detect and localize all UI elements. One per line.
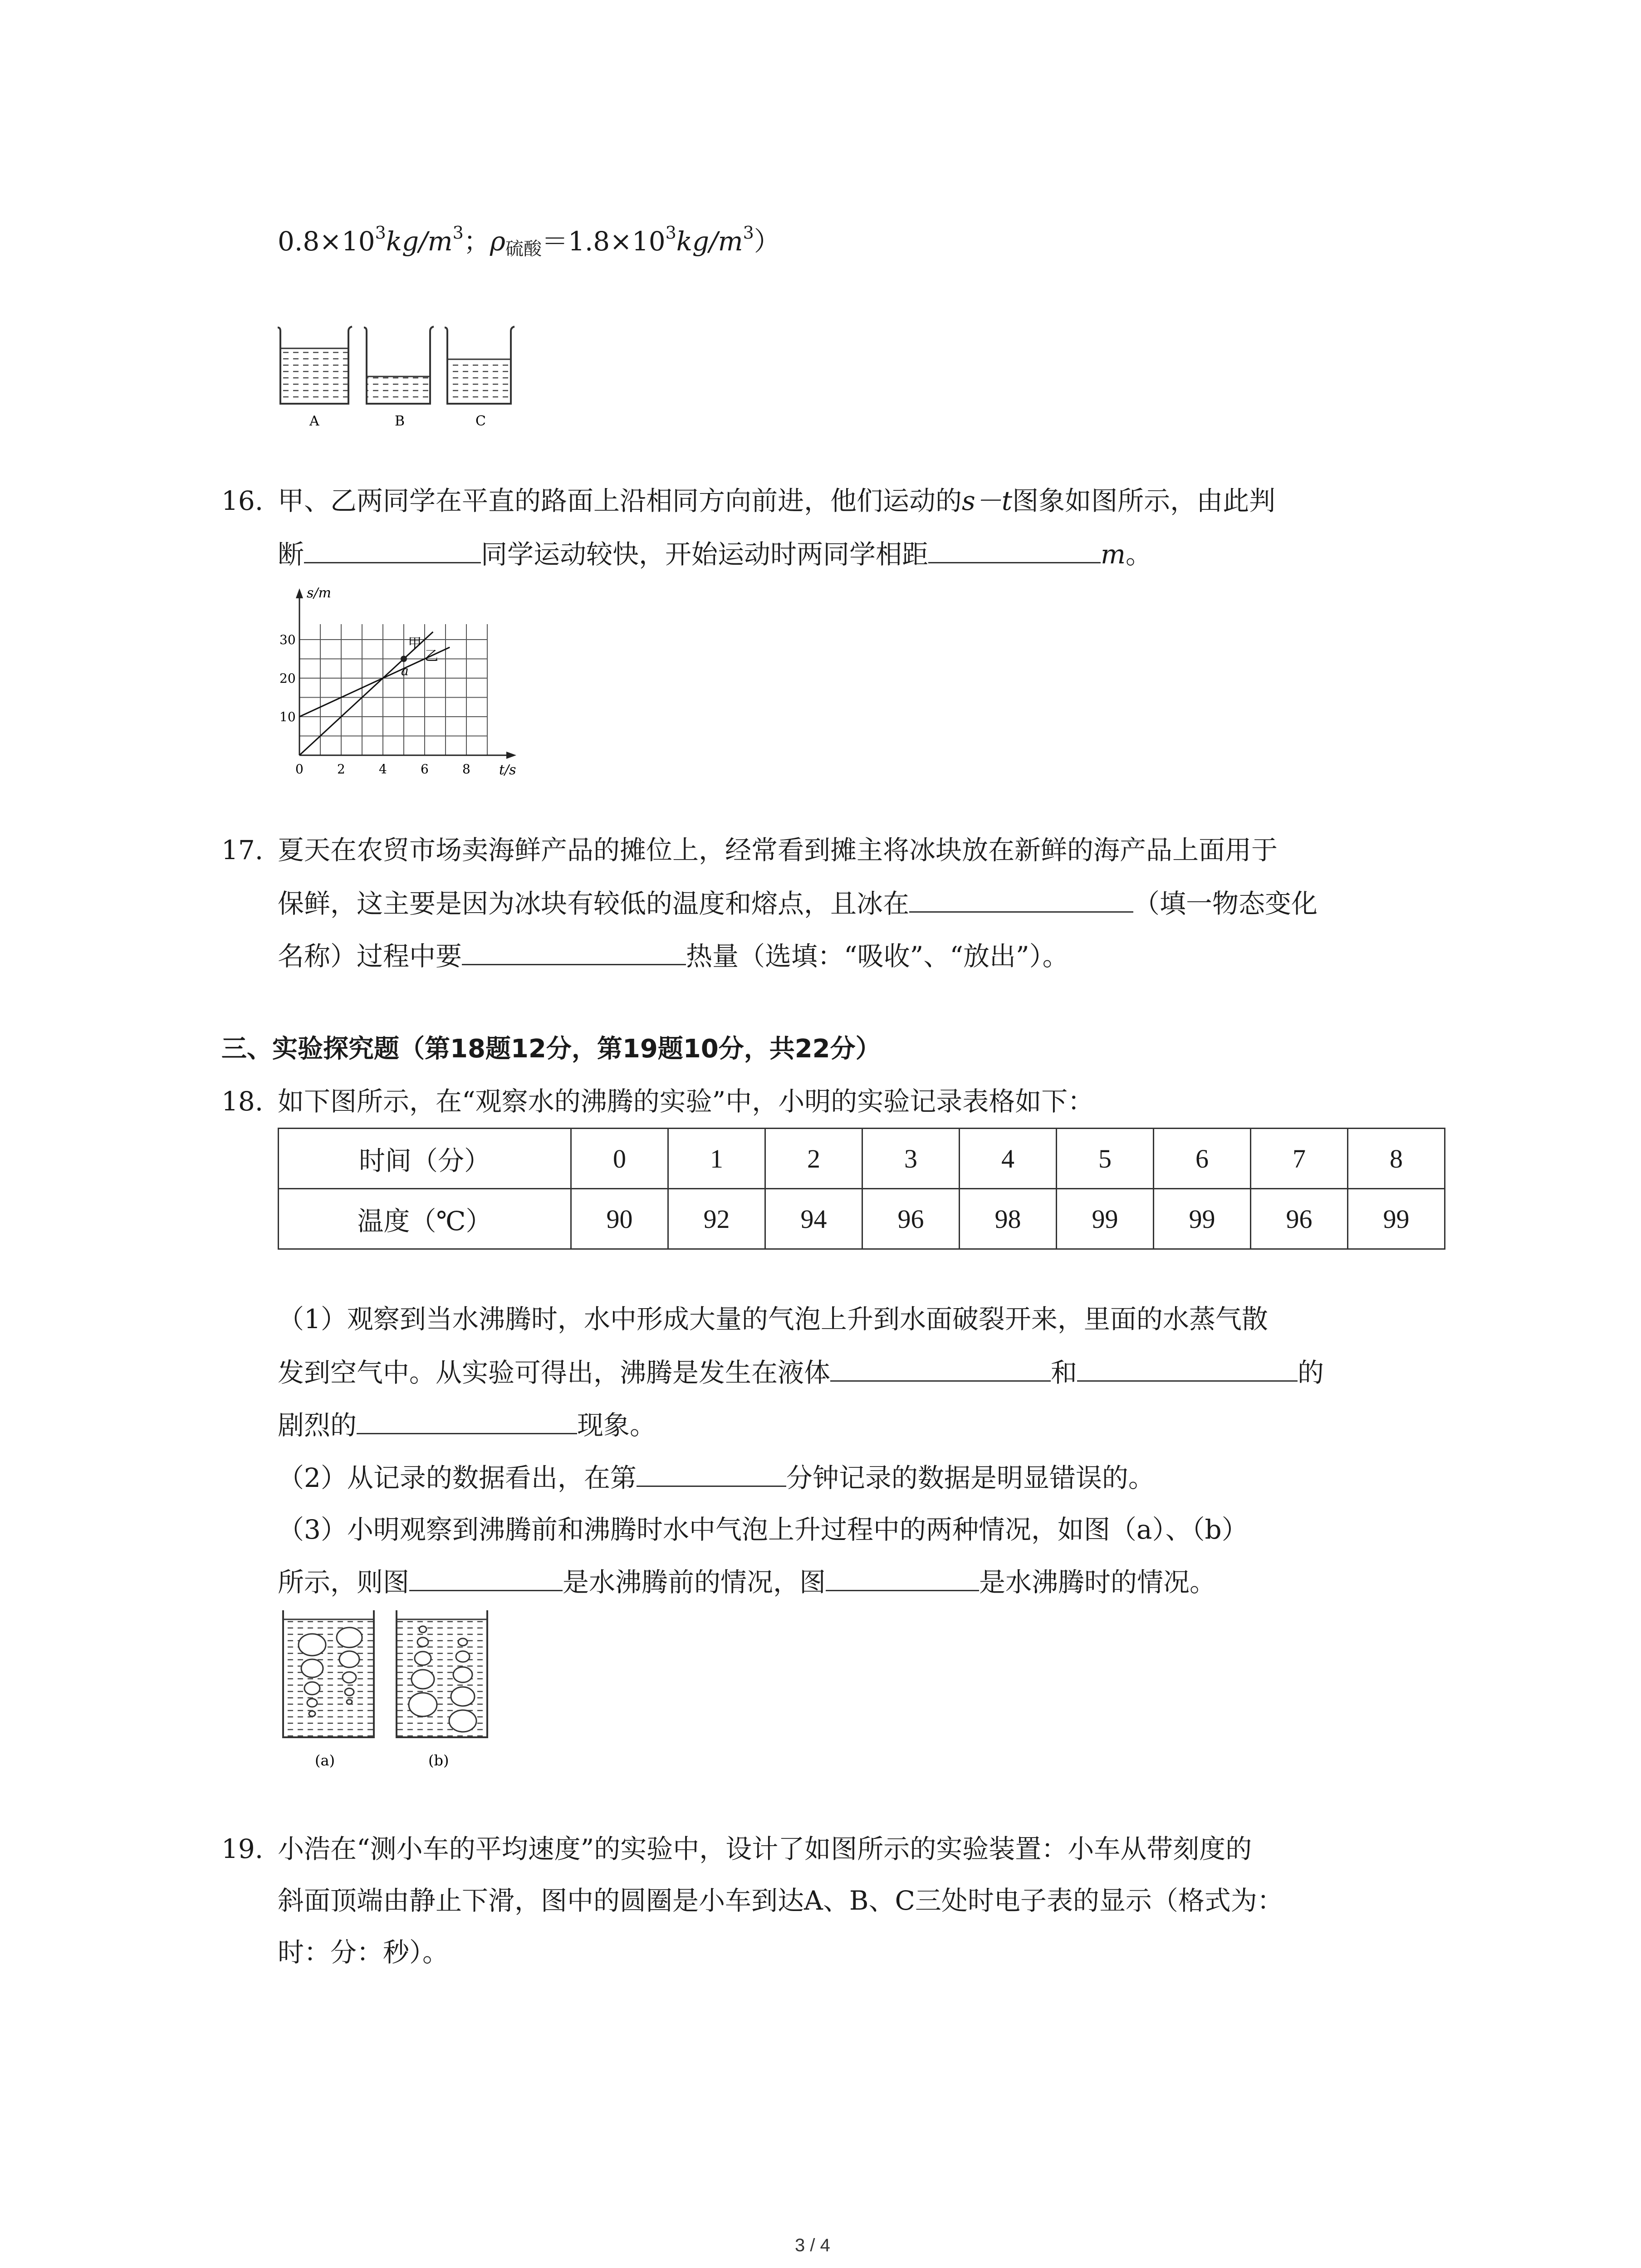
table-cell: 5 — [1057, 1129, 1154, 1189]
beaker-b — [364, 327, 434, 404]
q16-text: 图象如图所示，由此判 — [1012, 485, 1276, 516]
q18-answer-blank-5[interactable] — [409, 1566, 563, 1591]
q15-text: 0.8×10 — [278, 226, 375, 257]
st-x-tick-label: 0 — [295, 762, 304, 776]
q15-exp: 3 — [743, 223, 754, 243]
q15-exp: 3 — [665, 223, 676, 243]
q15-close: ） — [754, 226, 780, 257]
q19-line1: 小浩在“测小车的平均速度”的实验中，设计了如图所示的实验装置：小车从带刻度的 — [278, 1833, 1252, 1864]
q16-text: 同学运动较快，开始运动时两同学相距 — [481, 539, 929, 570]
q18-data-table — [278, 1128, 1445, 1250]
q16-unit: m — [1101, 539, 1126, 570]
table-cell: 2 — [765, 1129, 862, 1189]
q18-answer-blank-6[interactable] — [826, 1566, 979, 1591]
q17-text: 名称）过程中要 — [278, 941, 462, 972]
q16-text: 。 — [1126, 539, 1152, 570]
q17-text: （填一物态变化 — [1133, 888, 1318, 919]
q18-part3-line1: （3）小明观察到沸腾前和沸腾时水中气泡上升过程中的两种情况，如图（a）、（b） — [278, 1514, 1248, 1545]
table-header-temp: 温度（℃） — [279, 1189, 571, 1249]
table-row — [279, 1129, 1445, 1189]
table-cell: 92 — [668, 1189, 765, 1249]
q15-exp: 3 — [452, 223, 464, 243]
st-x-tick-label: 4 — [379, 762, 387, 776]
bubbles-fig-a — [283, 1610, 374, 1737]
q18-text: 分钟记录的数据是明显错误的。 — [786, 1462, 1155, 1493]
bubbles-fig-b — [397, 1610, 487, 1737]
q18-text: 现象。 — [577, 1410, 656, 1441]
st-y-arrow — [296, 588, 303, 598]
q17-line1: 夏天在农贸市场卖海鲜产品的摊位上，经常看到摊主将冰块放在新鲜的海产品上面用于 — [278, 835, 1278, 865]
q18-part1-line3 — [278, 1409, 656, 1442]
q17-text: 热量（选填：“吸收”、“放出”）。 — [686, 941, 1069, 972]
q15-exp: 3 — [375, 223, 386, 243]
q15-sep: ； — [463, 226, 490, 257]
st-x-arrow — [506, 752, 516, 759]
q18-answer-blank-1[interactable] — [830, 1357, 1051, 1382]
st-label-a: a — [401, 663, 409, 679]
st-y-tick-label: 20 — [279, 671, 296, 686]
q18-text: 剧烈的 — [278, 1410, 357, 1441]
q18-text: 所示，则图 — [278, 1567, 410, 1598]
table-cell: 99 — [1348, 1189, 1445, 1249]
table-cell: 7 — [1251, 1129, 1348, 1189]
table-cell: 8 — [1348, 1129, 1445, 1189]
q18-intro: 如下图所示，在“观察水的沸腾的实验”中，小明的实验记录表格如下： — [278, 1086, 1094, 1117]
table-cell: 96 — [862, 1189, 960, 1249]
q18-answer-blank-3[interactable] — [357, 1409, 577, 1434]
q17-text: 保鲜，这主要是因为冰块有较低的温度和熔点，且冰在 — [278, 888, 910, 919]
table-cell: 1 — [668, 1129, 765, 1189]
q18-part3-line2 — [278, 1566, 1216, 1599]
q18-part2 — [278, 1461, 1155, 1495]
q19-line3: 时：分：秒）。 — [278, 1937, 449, 1968]
q17-line3 — [278, 940, 1069, 973]
q18-text: （2）从记录的数据看出，在第 — [278, 1462, 637, 1493]
q15-unit: kg/m — [676, 226, 743, 257]
table-cell: 3 — [862, 1129, 960, 1189]
st-x-tick-label: 2 — [337, 762, 345, 776]
q17-answer-blank-1[interactable] — [909, 888, 1133, 913]
q16-line2 — [278, 538, 1152, 571]
q18-part1-line1: （1）观察到当水沸腾时，水中形成大量的气泡上升到水面破裂开来，里面的水蒸气散 — [278, 1304, 1268, 1334]
table-cell: 90 — [571, 1189, 668, 1249]
q18-part1-line2 — [278, 1356, 1324, 1389]
st-grid — [299, 624, 487, 755]
q17-number: 17. — [221, 835, 264, 865]
st-x-tick-label: 8 — [462, 762, 470, 776]
st-x-axis-label: t/s — [499, 762, 516, 776]
q16-number: 16. — [221, 485, 264, 516]
table-cell: 96 — [1251, 1189, 1348, 1249]
table-cell: 99 — [1057, 1189, 1154, 1249]
table-cell: 4 — [960, 1129, 1057, 1189]
q18-text: 是水沸腾前的情况，图 — [563, 1567, 826, 1598]
q16-text: 断 — [278, 539, 304, 570]
q15-unit: kg/m — [386, 226, 453, 257]
table-cell: 0 — [571, 1129, 668, 1189]
st-label-yi: 乙 — [425, 648, 438, 664]
q19-line2: 斜面顶端由静止下滑，图中的圆圈是小车到达A、B、C三处时电子表的显示（格式为： — [278, 1885, 1283, 1916]
beaker-label-c: C — [475, 413, 486, 429]
beakers-figure — [272, 318, 544, 435]
section3-heading: 三、实验探究题（第18题12分，第19题10分，共22分） — [221, 1034, 881, 1064]
q18-text: 发到空气中。从实验可得出，沸腾是发生在液体 — [278, 1357, 831, 1388]
q18-answer-blank-2[interactable] — [1077, 1357, 1298, 1382]
st-y-axis-label: s/m — [307, 585, 331, 601]
q16-answer-blank-1[interactable] — [304, 538, 481, 563]
table-row — [279, 1189, 1445, 1249]
beaker-label-a: A — [309, 413, 319, 429]
beaker-label-b: B — [395, 413, 405, 429]
q18-text: 的 — [1298, 1357, 1324, 1388]
page-number: 3 / 4 — [795, 2235, 830, 2255]
st-intersection-dot — [401, 656, 407, 662]
q16-line1 — [278, 484, 1275, 518]
q17-answer-blank-2[interactable] — [462, 940, 686, 965]
q17-line2 — [278, 887, 1318, 920]
bubbles-label-b: (b) — [428, 1752, 449, 1769]
table-cell: 98 — [960, 1189, 1057, 1249]
st-graph — [272, 576, 526, 776]
table-cell: 99 — [1154, 1189, 1251, 1249]
q15-rho-sub: 硫酸 — [505, 239, 542, 259]
st-ticks — [279, 632, 470, 776]
st-y-tick-label: 30 — [279, 632, 296, 647]
st-y-tick-label: 10 — [279, 709, 296, 724]
q19-number: 19. — [221, 1833, 264, 1864]
q16-var: s－t — [962, 485, 1013, 516]
table-header-time: 时间（分） — [279, 1129, 571, 1189]
beaker-c — [445, 327, 514, 404]
table-cell: 94 — [765, 1189, 862, 1249]
bubbles-label-a: (a) — [315, 1752, 335, 1769]
st-x-tick-label: 6 — [421, 762, 429, 776]
st-label-jia: 甲 — [408, 635, 422, 652]
q16-answer-blank-2[interactable] — [928, 538, 1101, 563]
bubbles-figure — [277, 1606, 531, 1778]
q18-answer-blank-4[interactable] — [637, 1462, 786, 1487]
q15-text: ＝1.8×10 — [541, 226, 666, 257]
q18-text: 和 — [1051, 1357, 1078, 1388]
q15-rho: ρ — [490, 226, 505, 257]
q15-density-line — [278, 222, 780, 260]
q18-number: 18. — [221, 1086, 264, 1117]
q16-text: 甲、乙两同学在平直的路面上沿相同方向前进，他们运动的 — [278, 485, 962, 516]
table-cell: 6 — [1154, 1129, 1251, 1189]
beaker-a — [278, 327, 352, 404]
q18-text: 是水沸腾时的情况。 — [979, 1567, 1216, 1598]
